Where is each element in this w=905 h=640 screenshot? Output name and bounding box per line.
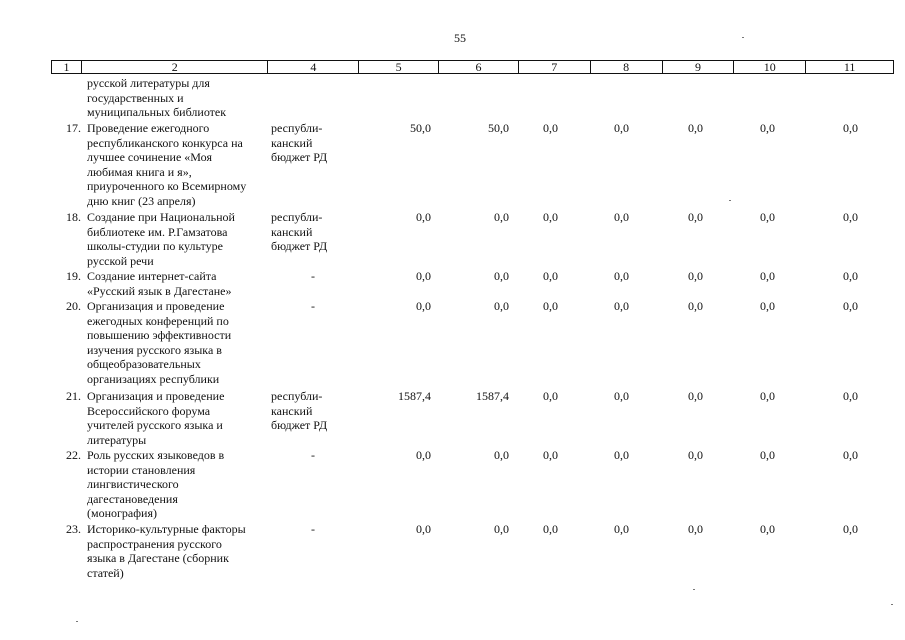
value-col-11: 0,0 xyxy=(843,389,858,403)
name-line: Создание при Национальной xyxy=(87,210,235,224)
value-col-10: 0,0 xyxy=(760,448,775,462)
value-col-5: 0,0 xyxy=(416,522,431,536)
row-number: 17. xyxy=(66,121,81,135)
row-name xyxy=(87,121,267,209)
value-col-11: 0,0 xyxy=(843,121,858,135)
value-col-7: 0,0 xyxy=(543,299,558,313)
value-col-10: 0,0 xyxy=(760,121,775,135)
row-source xyxy=(271,269,355,284)
row-number: 22. xyxy=(66,448,81,462)
value-col-10: 0,0 xyxy=(760,389,775,403)
value-col-11: 0,0 xyxy=(843,522,858,536)
value-col-11: 0,0 xyxy=(843,299,858,313)
value-col-5: 0,0 xyxy=(416,269,431,283)
source-line: канский xyxy=(271,403,313,418)
scan-speck xyxy=(742,37,744,38)
name-line: языка в Дагестане (сборник xyxy=(87,551,229,566)
row-name xyxy=(87,522,267,580)
name-line: русской речи xyxy=(87,253,154,268)
scan-speck xyxy=(891,604,893,605)
value-col-7: 0,0 xyxy=(543,210,558,224)
source-line: бюджет РД xyxy=(271,418,328,433)
header-col-9: 9 xyxy=(663,61,735,73)
source-line: канский xyxy=(271,135,313,150)
value-col-6: 0,0 xyxy=(494,210,509,224)
name-line: Историко-культурные факторы xyxy=(87,522,246,536)
name-line: повышению эффективности xyxy=(87,328,232,343)
value-col-10: 0,0 xyxy=(760,210,775,224)
scan-speck xyxy=(693,589,695,590)
header-col-5: 5 xyxy=(359,61,439,73)
value-col-8: 0,0 xyxy=(614,269,629,283)
value-col-8: 0,0 xyxy=(614,389,629,403)
name-line: статей) xyxy=(87,565,124,580)
row-source xyxy=(271,121,351,165)
value-col-10: 0,0 xyxy=(760,269,775,283)
value-col-6: 50,0 xyxy=(488,121,509,135)
name-line: дню книг (23 апреля) xyxy=(87,193,196,208)
name-line: «Русский язык в Дагестане» xyxy=(87,283,232,298)
source-line: - xyxy=(311,522,315,536)
row-name xyxy=(87,389,267,447)
value-col-6: 1587,4 xyxy=(476,389,509,403)
row-name xyxy=(87,76,267,120)
page-number: 55 xyxy=(454,31,466,45)
value-col-8: 0,0 xyxy=(614,448,629,462)
value-col-9: 0,0 xyxy=(688,269,703,283)
row-number: 23. xyxy=(66,522,81,536)
name-line: русской литературы для xyxy=(87,76,210,90)
name-line: истории становления xyxy=(87,462,196,477)
source-line: республи- xyxy=(271,389,323,403)
row-source xyxy=(271,299,355,314)
header-col-8: 8 xyxy=(591,61,663,73)
value-col-11: 0,0 xyxy=(843,269,858,283)
value-col-9: 0,0 xyxy=(688,389,703,403)
value-col-5: 0,0 xyxy=(416,299,431,313)
row-source xyxy=(271,210,351,254)
value-col-5: 0,0 xyxy=(416,210,431,224)
row-number: 21. xyxy=(66,389,81,403)
name-line: государственных и xyxy=(87,90,184,105)
name-line: организациях республики xyxy=(87,371,220,386)
name-line: Организация и проведение xyxy=(87,389,225,403)
value-col-7: 0,0 xyxy=(543,522,558,536)
source-line: республи- xyxy=(271,121,323,135)
value-col-11: 0,0 xyxy=(843,448,858,462)
name-line: любимая книга и я», xyxy=(87,164,192,179)
value-col-9: 0,0 xyxy=(688,448,703,462)
value-col-6: 0,0 xyxy=(494,522,509,536)
row-source xyxy=(271,448,355,463)
name-line: дагестановедения xyxy=(87,491,178,506)
value-col-10: 0,0 xyxy=(760,299,775,313)
header-col-11: 11 xyxy=(843,60,856,74)
source-line: - xyxy=(311,269,315,283)
header-col-1: 1 xyxy=(52,61,82,73)
name-line: лучшее сочинение «Моя xyxy=(87,150,212,165)
row-number: 19. xyxy=(66,269,81,283)
row-source xyxy=(271,389,351,433)
name-line: Организация и проведение xyxy=(87,299,225,313)
value-col-10: 0,0 xyxy=(760,522,775,536)
name-line: приуроченного ко Всемирному xyxy=(87,179,247,194)
name-line: Роль русских языковедов в xyxy=(87,448,225,462)
name-line: республиканского конкурса на xyxy=(87,135,243,150)
value-col-7: 0,0 xyxy=(543,448,558,462)
row-name xyxy=(87,448,267,521)
value-col-9: 0,0 xyxy=(688,210,703,224)
row-number: 18. xyxy=(66,210,81,224)
value-col-7: 0,0 xyxy=(543,269,558,283)
name-line: Всероссийского форума xyxy=(87,403,211,418)
value-col-6: 0,0 xyxy=(494,299,509,313)
name-line: ежегодных конференций по xyxy=(87,313,229,328)
row-name xyxy=(87,269,267,298)
value-col-5: 0,0 xyxy=(416,448,431,462)
value-col-9: 0,0 xyxy=(688,121,703,135)
header-col-6: 6 xyxy=(439,61,519,73)
value-col-8: 0,0 xyxy=(614,299,629,313)
row-name xyxy=(87,210,267,268)
source-line: бюджет РД xyxy=(271,239,328,254)
value-col-6: 0,0 xyxy=(494,448,509,462)
name-line: (монография) xyxy=(87,506,157,521)
value-col-11: 0,0 xyxy=(843,210,858,224)
source-line: - xyxy=(311,448,315,462)
value-col-8: 0,0 xyxy=(614,522,629,536)
table-header-row xyxy=(51,60,894,74)
header-col-4: 4 xyxy=(268,61,359,73)
value-col-7: 0,0 xyxy=(543,121,558,135)
name-line: учителей русского языка и xyxy=(87,418,223,433)
value-col-5: 1587,4 xyxy=(398,389,431,403)
name-line: распространения русского xyxy=(87,536,222,551)
header-col-10: 10 xyxy=(734,61,806,73)
scan-speck xyxy=(729,200,731,201)
name-line: школы-студии по культуре xyxy=(87,239,223,254)
value-col-9: 0,0 xyxy=(688,522,703,536)
value-col-9: 0,0 xyxy=(688,299,703,313)
header-col-7: 7 xyxy=(519,61,591,73)
source-line: канский xyxy=(271,224,313,239)
row-source xyxy=(271,522,355,537)
scan-speck xyxy=(76,621,78,622)
name-line: Создание интернет-сайта xyxy=(87,269,217,283)
source-line: республи- xyxy=(271,210,323,224)
source-line: - xyxy=(311,299,315,313)
value-col-7: 0,0 xyxy=(543,389,558,403)
header-col-2: 2 xyxy=(82,61,269,73)
value-col-8: 0,0 xyxy=(614,121,629,135)
name-line: изучения русского языка в xyxy=(87,342,222,357)
row-number: 20. xyxy=(66,299,81,313)
name-line: литературы xyxy=(87,432,147,447)
row-name xyxy=(87,299,267,387)
value-col-6: 0,0 xyxy=(494,269,509,283)
name-line: общеобразовательных xyxy=(87,357,201,372)
name-line: Проведение ежегодного xyxy=(87,121,210,135)
source-line: бюджет РД xyxy=(271,150,328,165)
value-col-8: 0,0 xyxy=(614,210,629,224)
name-line: библиотеке им. Р.Гамзатова xyxy=(87,224,228,239)
name-line: лингвистического xyxy=(87,477,179,492)
name-line: муниципальных библиотек xyxy=(87,105,227,120)
value-col-5: 50,0 xyxy=(410,121,431,135)
